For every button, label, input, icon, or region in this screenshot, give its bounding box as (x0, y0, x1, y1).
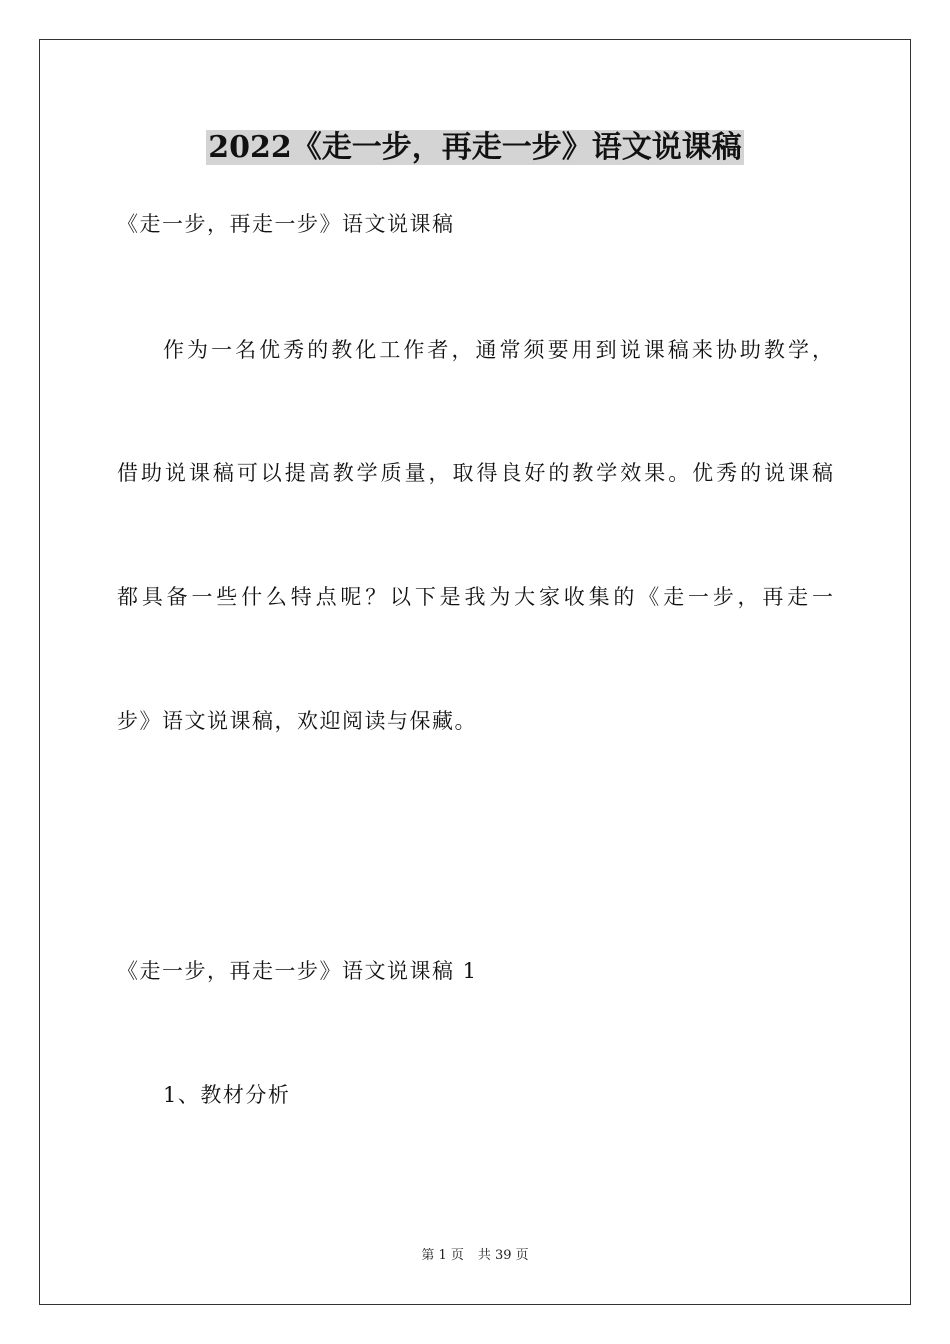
page-total: 共 39 页 (477, 1248, 529, 1263)
document-title-text: 2022《走一步，再走一步》语文说课稿 (208, 130, 742, 165)
section-title: 《走一步，再走一步》语文说课稿 1 (117, 959, 478, 983)
page-footer (0, 1247, 950, 1265)
intro-line-3: 都具备一些什么特点呢？以下是我为大家收集的《走一步，再走一 (117, 585, 833, 609)
document-subtitle: 《走一步，再走一步》语文说课稿 (117, 212, 455, 236)
intro-line-1: 作为一名优秀的教化工作者，通常须要用到说课稿来协助教学， (163, 338, 833, 362)
intro-line-2: 借助说课稿可以提高教学质量，取得良好的教学效果。优秀的说课稿 (117, 461, 833, 485)
intro-line-4: 步》语文说课稿，欢迎阅读与保藏。 (117, 709, 477, 733)
section-heading: 1、教材分析 (163, 1083, 291, 1107)
page-number: 第 1 页 (421, 1248, 464, 1263)
document-title (0, 126, 950, 170)
